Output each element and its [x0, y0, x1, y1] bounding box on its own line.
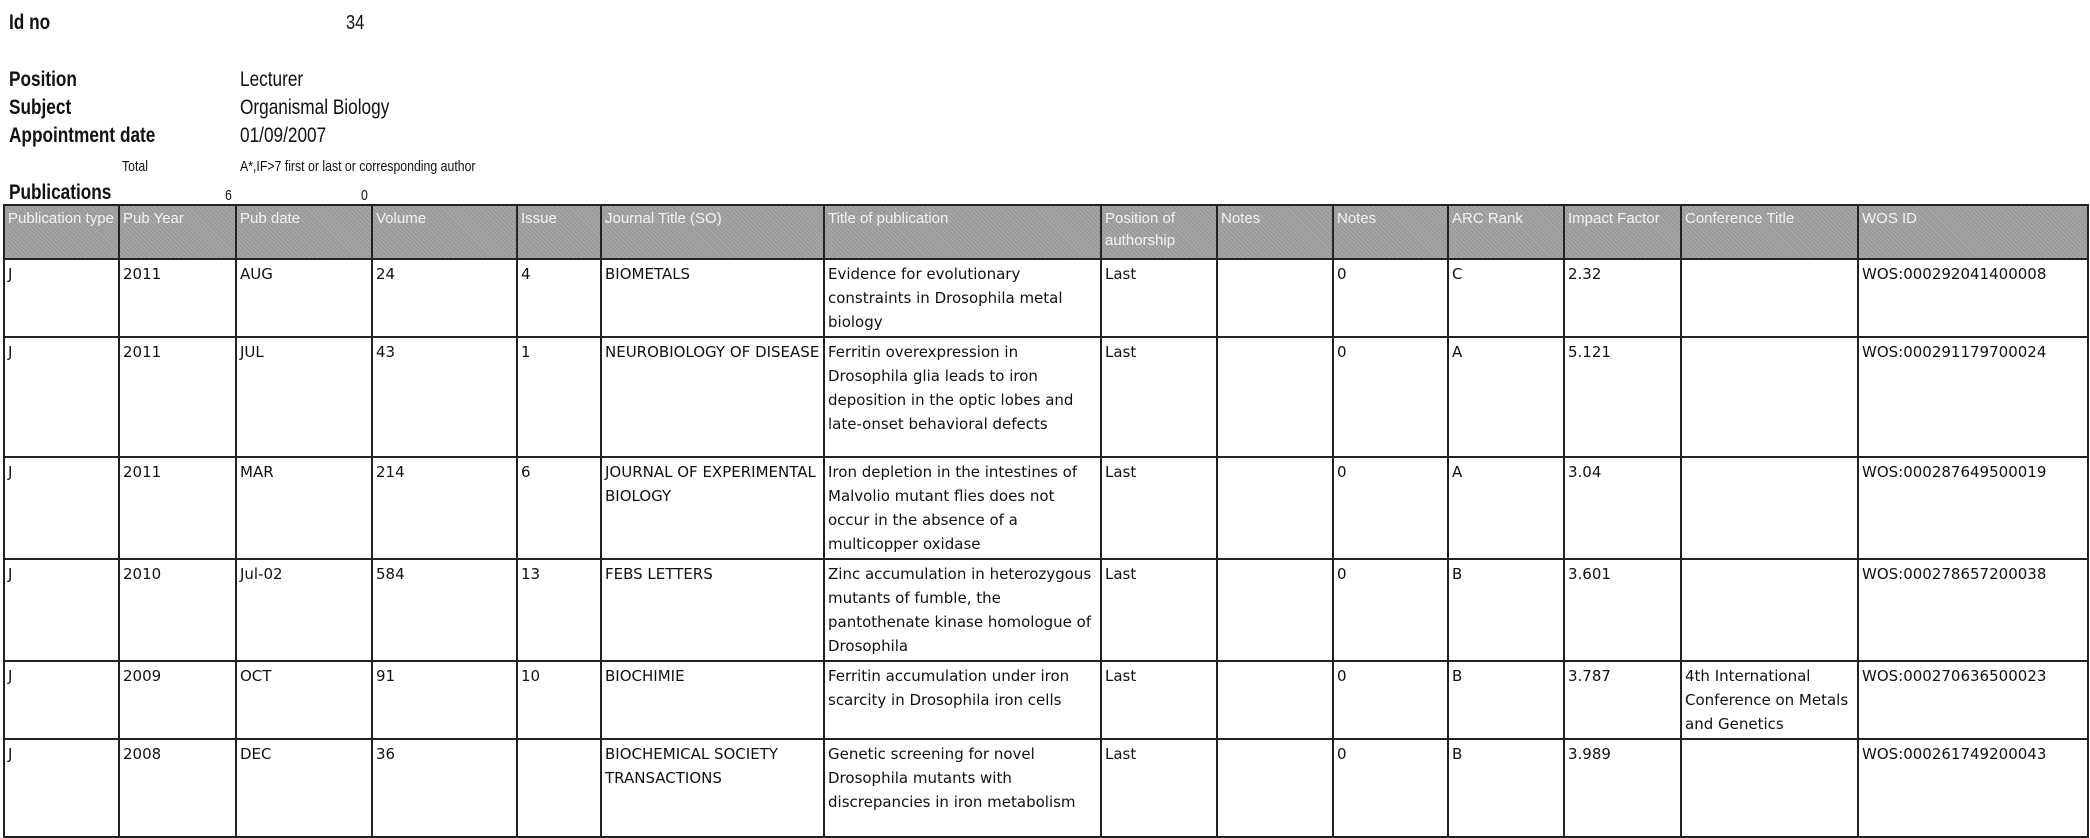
table-row — [4, 559, 2088, 661]
table-cell: 0 — [1333, 739, 1448, 837]
table-cell — [1217, 739, 1333, 837]
column-header: Notes — [1217, 205, 1333, 259]
column-header: Impact Factor — [1564, 205, 1681, 259]
column-header: Journal Title (SO) — [601, 205, 824, 259]
table-cell: B — [1448, 559, 1564, 661]
table-cell: WOS:000270636500023 — [1858, 661, 2088, 739]
table-cell: Ferritin accumulation under iron scarcity in Drosophila iron cells — [824, 661, 1101, 739]
table-cell — [1681, 457, 1858, 559]
table-cell: 10 — [517, 661, 601, 739]
table-cell — [1681, 259, 1858, 337]
table-cell: 2008 — [119, 739, 236, 837]
table-cell: 2009 — [119, 661, 236, 739]
table-cell: OCT — [236, 661, 372, 739]
table-cell: Last — [1101, 661, 1217, 739]
table-cell: BIOMETALS — [601, 259, 824, 337]
table-cell: Ferritin overexpression in Drosophila glia leads to iron deposition in the optic lobes and late-onset behavioral defects — [824, 337, 1101, 457]
table-cell: BIOCHEMICAL SOCIETY TRANSACTIONS — [601, 739, 824, 837]
criteria-value: 0 — [361, 187, 368, 204]
table-cell — [1217, 337, 1333, 457]
column-header: Conference Title — [1681, 205, 1858, 259]
table-cell: BIOCHIMIE — [601, 661, 824, 739]
table-cell: JOURNAL OF EXPERIMENTAL BIOLOGY — [601, 457, 824, 559]
column-header: Publication type — [4, 205, 119, 259]
id-label: Id no — [9, 11, 51, 34]
position-label: Position — [9, 68, 77, 91]
table-cell — [517, 739, 601, 837]
table-cell: 1 — [517, 337, 601, 457]
table-cell: 0 — [1333, 457, 1448, 559]
table-cell: WOS:000261749200043 — [1858, 739, 2088, 837]
table-cell: J — [4, 259, 119, 337]
table-cell: 2.32 — [1564, 259, 1681, 337]
table-cell: 2010 — [119, 559, 236, 661]
table-cell: Last — [1101, 457, 1217, 559]
table-row — [4, 457, 2088, 559]
table-cell: DEC — [236, 739, 372, 837]
appointment-date-value: 01/09/2007 — [240, 124, 327, 147]
table-cell: WOS:000292041400008 — [1858, 259, 2088, 337]
column-header: Pub Year — [119, 205, 236, 259]
total-value: 6 — [225, 187, 232, 204]
table-cell: J — [4, 559, 119, 661]
table-cell: MAR — [236, 457, 372, 559]
table-header-row — [4, 205, 2088, 259]
table-row — [4, 337, 2088, 457]
table-cell: 3.787 — [1564, 661, 1681, 739]
table-cell: 6 — [517, 457, 601, 559]
table-cell: 0 — [1333, 337, 1448, 457]
column-header: WOS ID — [1858, 205, 2088, 259]
publications-label: Publications — [9, 181, 112, 204]
table-cell — [1681, 337, 1858, 457]
column-header: Pub date — [236, 205, 372, 259]
id-value: 34 — [346, 12, 365, 34]
table-cell: 0 — [1333, 559, 1448, 661]
criteria-label: A*,IF>7 first or last or corresponding author — [240, 158, 476, 175]
table-cell: 13 — [517, 559, 601, 661]
table-cell: 214 — [372, 457, 517, 559]
table-cell: B — [1448, 739, 1564, 837]
table-cell: J — [4, 739, 119, 837]
table-cell: 3.04 — [1564, 457, 1681, 559]
column-header: Issue — [517, 205, 601, 259]
table-cell — [1217, 259, 1333, 337]
table-cell — [1681, 739, 1858, 837]
table-cell: Evidence for evolutionary constraints in Drosophila metal biology — [824, 259, 1101, 337]
table-cell: 24 — [372, 259, 517, 337]
table-row — [4, 259, 2088, 337]
table-cell: 0 — [1333, 661, 1448, 739]
table-cell: 43 — [372, 337, 517, 457]
table-cell: J — [4, 661, 119, 739]
table-cell: NEUROBIOLOGY OF DISEASE — [601, 337, 824, 457]
publications-table — [3, 204, 2089, 838]
table-cell: A — [1448, 337, 1564, 457]
table-cell: JUL — [236, 337, 372, 457]
table-cell: 2011 — [119, 457, 236, 559]
table-cell: 5.121 — [1564, 337, 1681, 457]
table-cell: B — [1448, 661, 1564, 739]
column-header: Title of publication — [824, 205, 1101, 259]
table-cell: 3.601 — [1564, 559, 1681, 661]
table-cell: 2011 — [119, 337, 236, 457]
table-cell: Genetic screening for novel Drosophila mutants with discrepancies in iron metabolism — [824, 739, 1101, 837]
table-cell: FEBS LETTERS — [601, 559, 824, 661]
subject-label: Subject — [9, 96, 72, 119]
table-cell: C — [1448, 259, 1564, 337]
table-cell: 2011 — [119, 259, 236, 337]
table-cell: 91 — [372, 661, 517, 739]
total-label: Total — [122, 158, 148, 175]
table-row — [4, 739, 2088, 837]
table-cell: 3.989 — [1564, 739, 1681, 837]
table-cell: WOS:000287649500019 — [1858, 457, 2088, 559]
table-cell: Last — [1101, 259, 1217, 337]
position-value: Lecturer — [240, 68, 304, 91]
table-cell: Last — [1101, 559, 1217, 661]
table-cell: 4th International Conference on Metals and Genetics — [1681, 661, 1858, 739]
subject-value: Organismal Biology — [240, 96, 390, 119]
table-cell: A — [1448, 457, 1564, 559]
table-cell — [1217, 559, 1333, 661]
table-cell: Iron depletion in the intestines of Malvolio mutant flies does not occur in the absence of a multicopper oxidase — [824, 457, 1101, 559]
column-header: Position of authorship — [1101, 205, 1217, 259]
table-cell: 4 — [517, 259, 601, 337]
table-cell: AUG — [236, 259, 372, 337]
column-header: ARC Rank — [1448, 205, 1564, 259]
table-cell: Last — [1101, 337, 1217, 457]
column-header: Volume — [372, 205, 517, 259]
table-cell: Jul-02 — [236, 559, 372, 661]
table-cell: Zinc accumulation in heterozygous mutants of fumble, the pantothenate kinase homologue of Drosophila — [824, 559, 1101, 661]
table-cell: J — [4, 337, 119, 457]
table-cell — [1217, 457, 1333, 559]
table-cell: Last — [1101, 739, 1217, 837]
table-cell: 584 — [372, 559, 517, 661]
table-cell — [1217, 661, 1333, 739]
appointment-date-label: Appointment date — [9, 124, 156, 147]
table-cell: J — [4, 457, 119, 559]
table-cell — [1681, 559, 1858, 661]
table-cell: 36 — [372, 739, 517, 837]
column-header: Notes — [1333, 205, 1448, 259]
table-cell: WOS:000291179700024 — [1858, 337, 2088, 457]
table-cell: WOS:000278657200038 — [1858, 559, 2088, 661]
table-cell: 0 — [1333, 259, 1448, 337]
table-row — [4, 661, 2088, 739]
